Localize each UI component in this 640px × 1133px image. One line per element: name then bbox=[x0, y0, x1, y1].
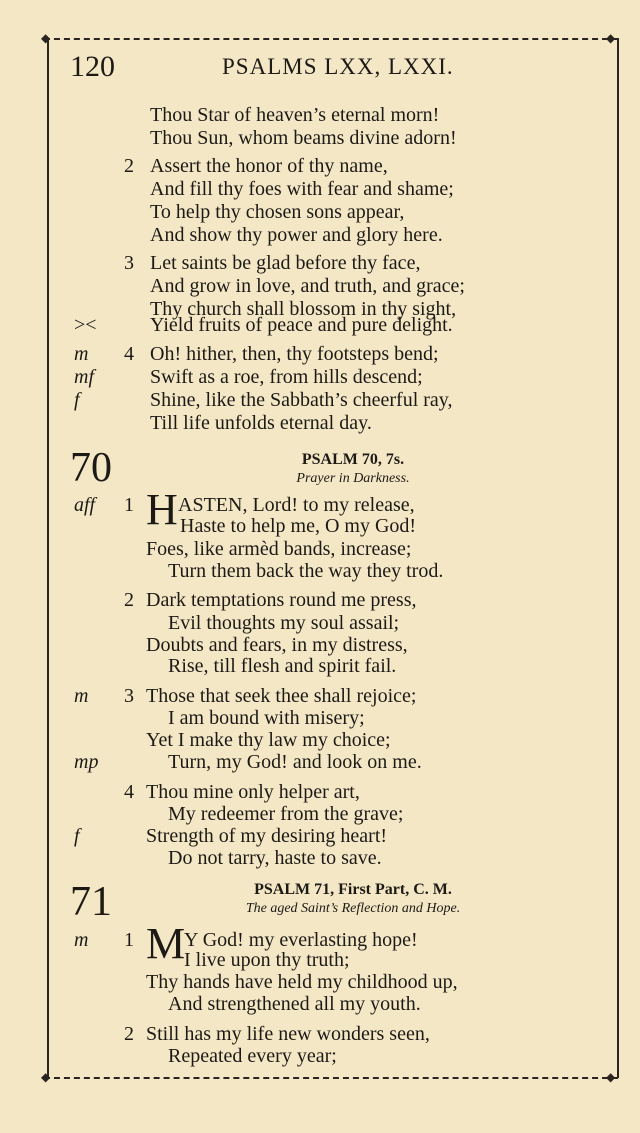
verse-number: 2 bbox=[124, 589, 134, 611]
verse-number: 3 bbox=[124, 685, 134, 707]
hymn-line: Thou Star of heaven’s eternal morn! bbox=[150, 104, 440, 126]
hymn-line: Yet I make thy law my choice; bbox=[146, 729, 391, 751]
top-rule bbox=[44, 38, 618, 40]
hymn-line: Repeated every year; bbox=[168, 1045, 337, 1067]
hymn-line: Foes, like armèd bands, increase; bbox=[146, 538, 412, 560]
drop-cap: H bbox=[146, 485, 178, 534]
psalm-number: 71 bbox=[70, 879, 112, 925]
hymn-line: My redeemer from the grave; bbox=[168, 803, 404, 825]
hymn-line: Let saints be glad before thy face, bbox=[150, 252, 421, 274]
hymn-line: Turn, my God! and look on me. bbox=[168, 751, 422, 773]
hymn-line: And fill thy foes with fear and shame; bbox=[150, 178, 454, 200]
dynamic-mark: mp bbox=[74, 751, 99, 773]
hymn-line: Evil thoughts my soul assail; bbox=[168, 612, 400, 634]
hymn-line: Haste to help me, O my God! bbox=[180, 515, 417, 537]
hymn-line: Assert the honor of thy name, bbox=[150, 155, 388, 177]
corner-ornament: ◆ bbox=[41, 1070, 51, 1084]
dynamic-mark: m bbox=[74, 343, 89, 365]
psalm-title: PSALM 70, 7s. bbox=[301, 451, 405, 468]
verse-number: 4 bbox=[124, 781, 134, 803]
hymn-line: And grow in love, and truth, and grace; bbox=[150, 275, 465, 297]
hymn-line: Rise, till flesh and spirit fail. bbox=[168, 655, 397, 677]
hymn-line: Y God! my everlasting hope! bbox=[184, 929, 418, 951]
verse-number: 4 bbox=[124, 343, 134, 365]
page-number: 120 bbox=[70, 50, 115, 83]
verse-number: 1 bbox=[124, 494, 134, 516]
dynamic-mark: aff bbox=[74, 494, 96, 516]
hymn-line: I live upon thy truth; bbox=[184, 949, 350, 971]
hymn-line: Strength of my desiring heart! bbox=[146, 825, 388, 847]
hymn-line: Thy hands have held my childhood up, bbox=[146, 971, 458, 993]
hymn-line: Thy church shall blossom in thy sight, bbox=[150, 298, 457, 320]
running-title: PSALMS LXX, LXXI. bbox=[222, 54, 454, 79]
verse-number: 2 bbox=[124, 155, 134, 177]
verse-number: 3 bbox=[124, 252, 134, 274]
corner-ornament: ◆ bbox=[606, 31, 616, 45]
psalm-subtitle: Prayer in Darkness. bbox=[296, 471, 410, 486]
hymn-line: Oh! hither, then, thy footsteps bend; bbox=[150, 343, 439, 365]
hymn-line: Dark temptations round me press, bbox=[146, 589, 417, 611]
hymn-line: Doubts and fears, in my distress, bbox=[146, 634, 408, 656]
hymn-line: Turn them back the way they trod. bbox=[168, 560, 444, 582]
hymn-line: Till life unfolds eternal day. bbox=[150, 412, 372, 434]
hymn-line: ASTEN, Lord! to my release, bbox=[178, 494, 415, 516]
dynamic-mark: m bbox=[74, 685, 89, 707]
verse-number: 2 bbox=[124, 1023, 134, 1045]
psalm-number: 70 bbox=[70, 445, 112, 491]
dynamic-mark: m bbox=[74, 929, 89, 951]
hymn-line: And strengthened all my youth. bbox=[168, 993, 421, 1015]
hymn-line: Do not tarry, haste to save. bbox=[168, 847, 382, 869]
bottom-rule bbox=[44, 1077, 618, 1079]
psalm-subtitle: The aged Saint’s Reflection and Hope. bbox=[245, 901, 461, 916]
psalm-title: PSALM 71, First Part, C. M. bbox=[254, 881, 452, 898]
hymn-line: Swift as a roe, from hills descend; bbox=[150, 366, 423, 388]
verse-number: 1 bbox=[124, 929, 134, 951]
dynamic-mark: mf bbox=[74, 366, 94, 388]
hymn-line: Thou mine only helper art, bbox=[146, 781, 360, 803]
drop-cap: M bbox=[146, 919, 186, 968]
dynamic-mark: f bbox=[74, 389, 80, 411]
hymn-line: I am bound with misery; bbox=[168, 707, 365, 729]
dynamic-mark: f bbox=[74, 825, 80, 847]
hymn-line: And show thy power and glory here. bbox=[150, 224, 443, 246]
hymn-line: Yield fruits of peace and pure delight. bbox=[150, 314, 453, 336]
hymn-line: Still has my life new wonders seen, bbox=[146, 1023, 430, 1045]
marker-symbol: >< bbox=[74, 314, 97, 336]
corner-ornament: ◆ bbox=[606, 1070, 616, 1084]
hymn-line: Thou Sun, whom beams divine adorn! bbox=[150, 127, 457, 149]
hymn-line: To help thy chosen sons appear, bbox=[150, 201, 405, 223]
corner-ornament: ◆ bbox=[41, 31, 51, 45]
hymn-line: Shine, like the Sabbath’s cheerful ray, bbox=[150, 389, 453, 411]
hymn-line: Those that seek thee shall rejoice; bbox=[146, 685, 417, 707]
